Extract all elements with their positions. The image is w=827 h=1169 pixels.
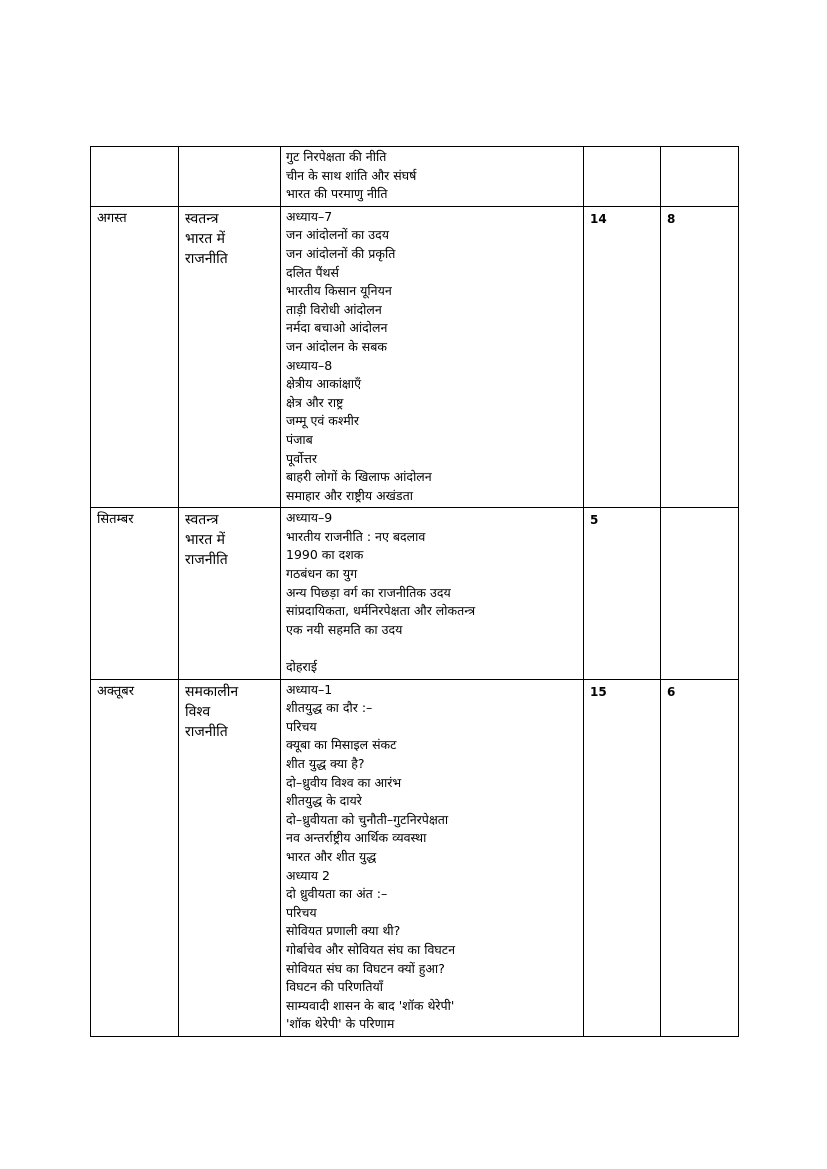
month-cell — [91, 147, 179, 207]
topic-line: परिचय — [286, 904, 317, 920]
topic-line: गुट निरपेक्षता की नीति — [286, 149, 387, 164]
book-title-line: स्वतन्त्र — [185, 512, 219, 529]
topics-cell — [281, 679, 584, 1036]
topic-line: पूर्वोत्तर — [286, 450, 318, 466]
topic-line: अध्याय 2 — [286, 867, 330, 883]
topic-line: चीन के साथ शांति और संघर्ष — [286, 167, 417, 183]
topic-line: जन आंदोलनों की प्रकृति — [286, 245, 396, 261]
book-cell — [179, 508, 281, 679]
periods-cell: 15 — [584, 679, 661, 1036]
topic-line: जन आंदोलनों का उदय — [286, 227, 390, 243]
book-cell — [179, 206, 281, 508]
periods-cell — [584, 147, 661, 207]
extra-cell — [661, 508, 739, 679]
book-title-line: राजनीति — [185, 552, 228, 569]
topic-line: शीतयुद्ध का दौर :– — [286, 700, 373, 716]
topic-line: भारत की परमाणु नीति — [286, 186, 388, 202]
book-title-line: राजनीति — [185, 250, 228, 267]
topic-line: क्षेत्रीय आकांक्षाएँ — [286, 376, 362, 392]
syllabus-table-body — [91, 147, 739, 1037]
topic-line: दो–ध्रुवीय विश्व का आरंभ — [286, 774, 402, 790]
topic-line: दोहराई — [286, 659, 318, 675]
topic-line: शीतयुद्ध के दायरे — [286, 793, 362, 809]
topic-line: शीत युद्ध क्या है? — [286, 756, 365, 771]
topic-line: 'शॉक थेरेपी' के परिणाम — [286, 1016, 395, 1032]
topic-line: गोर्बाचेव और सोवियत संघ का विघटन — [286, 941, 456, 957]
topics-cell — [281, 147, 584, 207]
topic-line: दो ध्रुवीयता का अंत :– — [286, 886, 388, 902]
topic-line: परिचय — [286, 718, 317, 734]
book-title-line: स्वतन्त्र — [185, 210, 219, 227]
topic-line: अन्य पिछड़ा वर्ग का राजनीतिक उदय — [286, 584, 451, 600]
topic-line: क्षेत्र और राष्ट्र — [286, 394, 344, 410]
topic-line: समाहार और राष्ट्रीय अखंडता — [286, 487, 413, 503]
book-title-line: भारत में — [185, 532, 225, 549]
topic-line: विघटन की परिणतियाँ — [286, 979, 383, 995]
topic-line: जन आंदोलन के सबक — [286, 338, 387, 354]
topic-line: सोवियत प्रणाली क्या थी? — [286, 923, 401, 939]
extra-cell: 8 — [661, 206, 739, 508]
topic-line: बाहरी लोगों के खिलाफ आंदोलन — [286, 469, 432, 485]
topic-line: नर्मदा बचाओ आंदोलन — [286, 320, 388, 336]
topic-line: सांप्रदायिकता, धर्मनिरपेक्षता और लोकतन्त्र — [286, 603, 476, 619]
month-cell: सितम्बर — [91, 508, 179, 679]
topics-cell — [281, 508, 584, 679]
book-title-line: राजनीति — [185, 723, 228, 740]
topic-line — [286, 639, 583, 658]
topic-line: 1990 का दशक — [286, 547, 364, 563]
topic-line: ताड़ी विरोधी आंदोलन — [286, 301, 382, 317]
topic-line: अध्याय–1 — [286, 681, 333, 697]
topics-cell — [281, 206, 584, 508]
syllabus-table — [90, 146, 739, 1037]
topic-line: सोवियत संघ का विघटन क्यों हुआ? — [286, 960, 445, 976]
topic-line: भारतीय राजनीति : नए बदलाव — [286, 528, 426, 544]
periods-cell: 14 — [584, 206, 661, 508]
book-cell — [179, 147, 281, 207]
table-row — [91, 206, 739, 508]
table-row — [91, 508, 739, 679]
month-cell: अगस्त — [91, 206, 179, 508]
topic-line: साम्यवादी शासन के बाद 'शॉक थेरेपी' — [286, 997, 455, 1013]
book-title-line: समकालीन — [185, 683, 239, 700]
topic-line: दलित पैंथर्स — [286, 264, 339, 280]
topic-line: अध्याय–7 — [286, 208, 333, 224]
month-cell: अक्तूबर — [91, 679, 179, 1036]
book-title-line: विश्व — [185, 703, 211, 720]
topic-line: दो–ध्रुवीयता को चुनौती–गुटनिरपेक्षता — [286, 811, 449, 827]
topic-line: गठबंधन का युग — [286, 566, 358, 582]
book-title-line: भारत में — [185, 230, 225, 247]
topic-line: भारत और शीत युद्ध — [286, 848, 377, 864]
topic-line: भारतीय किसान यूनियन — [286, 283, 392, 299]
topic-line: क्यूबा का मिसाइल संकट — [286, 737, 397, 753]
book-cell — [179, 679, 281, 1036]
extra-cell — [661, 147, 739, 207]
table-row — [91, 679, 739, 1036]
table-row — [91, 147, 739, 207]
topic-line: पंजाब — [286, 431, 313, 447]
topic-line: नव अन्तर्राष्ट्रीय आर्थिक व्यवस्था — [286, 830, 427, 846]
topic-line: एक नयी सहमति का उदय — [286, 621, 403, 637]
topic-line: अध्याय–9 — [286, 510, 333, 526]
topic-line: अध्याय–8 — [286, 357, 333, 373]
topic-line: जम्मू एवं कश्मीर — [286, 413, 360, 429]
extra-cell: 6 — [661, 679, 739, 1036]
periods-cell: 5 — [584, 508, 661, 679]
